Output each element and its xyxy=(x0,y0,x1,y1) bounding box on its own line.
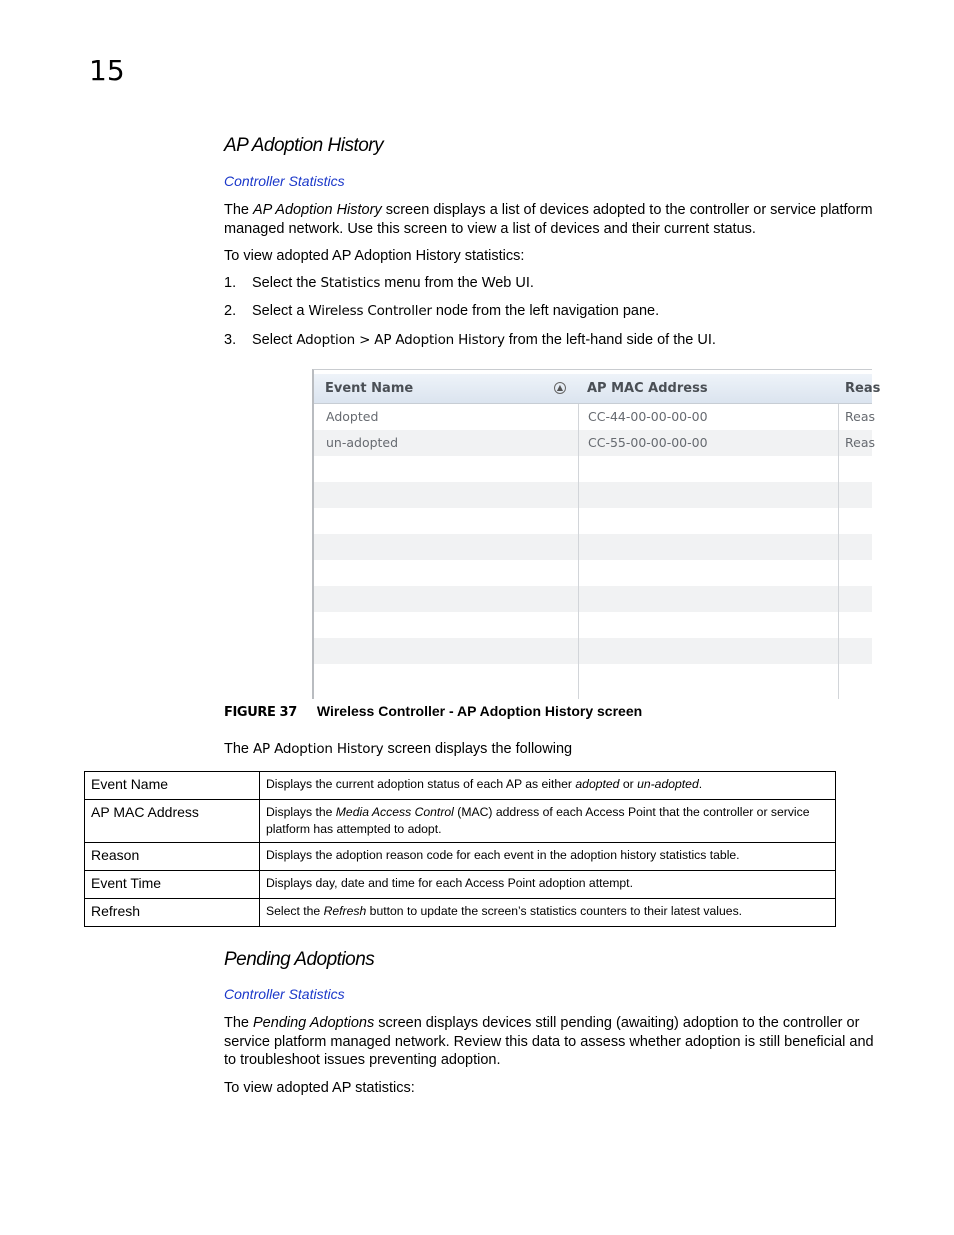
table-row xyxy=(85,772,836,800)
section-heading-ap-adoption-history: AP Adoption History xyxy=(224,135,384,156)
step-1: 1. Select the Statistics menu from the Web UI. xyxy=(224,275,534,291)
table-header xyxy=(314,374,881,404)
step-2: 2. Select a Wireless Controller node from the left navigation pane. xyxy=(224,303,660,319)
chapter-number: 15 xyxy=(89,54,125,87)
empty-row xyxy=(314,534,872,560)
empty-row xyxy=(314,456,872,482)
field-description: Displays the adoption reason code for each event in the adoption history statistics table. xyxy=(260,843,836,871)
controller-statistics-link[interactable]: Controller Statistics xyxy=(224,173,345,189)
empty-row xyxy=(314,560,872,586)
controller-statistics-link-2[interactable]: Controller Statistics xyxy=(224,986,345,1002)
field-name: Event Name xyxy=(85,772,260,800)
empty-row xyxy=(314,586,872,612)
empty-row xyxy=(314,664,872,690)
table-row xyxy=(85,843,836,871)
column-divider xyxy=(838,374,839,699)
lead-paragraph: To view adopted AP Adoption History statistics: xyxy=(224,248,525,264)
table-row xyxy=(85,871,836,899)
field-description: Select the Refresh button to update the screen’s statistics counters to their latest values. xyxy=(260,899,836,927)
intro-term: AP Adoption History xyxy=(253,202,382,218)
empty-row xyxy=(314,482,872,508)
empty-row xyxy=(314,508,872,534)
section-heading-pending-adoptions: Pending Adoptions xyxy=(224,949,375,970)
table-intro: The AP Adoption History screen displays the following xyxy=(224,741,573,757)
column-divider xyxy=(578,374,579,699)
table-row xyxy=(314,404,875,430)
event-name-cell: Adopted xyxy=(326,409,379,424)
event-name-cell: un-adopted xyxy=(326,435,399,450)
figure-label: FIGURE 37 xyxy=(224,705,297,720)
pending-intro-paragraph: The Pending Adoptions screen displays devices still pending (awaiting) adoption to the controller or service platform managed network. Review this data to assess whether adoption is still beneficial and to troubleshoot issues preventing adoption. xyxy=(224,1015,874,1068)
reason-cell: Reas xyxy=(845,409,875,424)
field-description: Displays day, date and time for each Access Point adoption attempt. xyxy=(260,871,836,899)
table-row xyxy=(85,800,836,843)
field-description: Displays the current adoption status of each AP as either adopted or un-adopted. xyxy=(260,772,836,800)
sort-ascending-icon[interactable]: ▲ xyxy=(554,382,566,394)
field-name: Event Time xyxy=(85,871,260,899)
field-name: Refresh xyxy=(85,899,260,927)
table-row xyxy=(314,430,875,456)
adoption-history-screenshot xyxy=(312,369,881,699)
field-description: Displays the Media Access Control (MAC) address of each Access Point that the controller or service platform has attempted to adopt. xyxy=(260,800,836,843)
empty-row xyxy=(314,612,872,638)
pending-intro-term: Pending Adoptions xyxy=(253,1015,375,1031)
field-name: Reason xyxy=(85,843,260,871)
column-header-reason[interactable]: Reas xyxy=(845,381,881,396)
field-name: AP MAC Address xyxy=(85,800,260,843)
intro-paragraph: The AP Adoption History screen displays a list of devices adopted to the controller or service platform managed network. Use this screen to view a list of devices and their current status. xyxy=(224,202,873,237)
pending-lead-paragraph: To view adopted AP statistics: xyxy=(224,1080,415,1096)
column-header-ap-mac-address[interactable]: AP MAC Address xyxy=(587,381,708,396)
step-3: 3. Select Adoption > AP Adoption History from the left-hand side of the UI. xyxy=(224,332,716,348)
reason-cell: Reas xyxy=(845,435,875,450)
table-row xyxy=(85,899,836,927)
figure-title: Wireless Controller - AP Adoption History screen xyxy=(316,703,643,719)
mac-cell: CC-44-00-00-00-00 xyxy=(588,409,708,424)
empty-row xyxy=(314,638,872,664)
mac-cell: CC-55-00-00-00-00 xyxy=(588,435,708,450)
figure-caption xyxy=(224,703,642,720)
field-description-table xyxy=(84,771,836,927)
column-header-event-name[interactable]: Event Name ▲ xyxy=(314,374,576,403)
